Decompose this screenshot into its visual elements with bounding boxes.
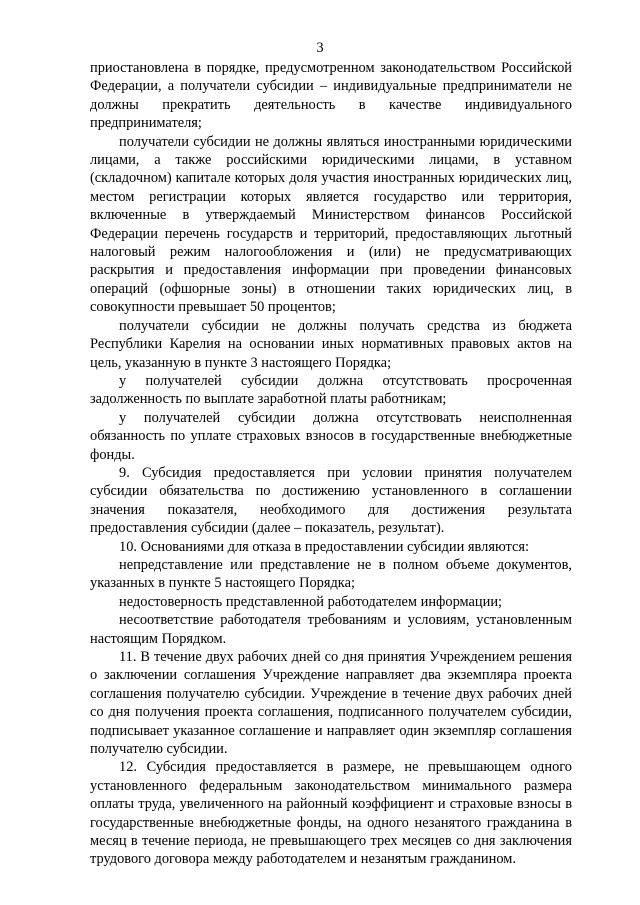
paragraph: получатели субсидии не должны являться иностранными юридическими лицами, а также российскими юридическими лицами, в уставном (складочном) капитале которых доля участия иностранных юридических лиц, местом регистрации которых является государство или территория, включенные в утверждаемый Министерством финансов Российской Федерации перечень государств и территорий, предоставляющих льготный налоговый режим налогообложения и (или) не предусматривающих раскрытия и предоставления информации при проведении финансовых операций (офшорные зоны) в отношении таких юридических лиц, в совокупности превышает 50 процентов; [90, 133, 572, 316]
paragraph: у получателей субсидии должна отсутствовать неисполненная обязанность по уплате страховых взносов в государственные внебюджетные фонды. [90, 409, 572, 463]
paragraph: получатели субсидии не должны получать средства из бюджета Республики Карелия на основании иных нормативных правовых актов на цель, указанную в пункте 3 настоящего Порядка; [90, 317, 572, 371]
paragraph: несоответствие работодателя требованиям и условиям, установленным настоящим Порядком. [90, 612, 572, 647]
paragraph: непредставление или представление не в полном объеме документов, указанных в пункте 5 настоящего Порядка; [90, 556, 572, 592]
page-number: 3 [316, 40, 324, 56]
paragraph: недостоверность представленной работодателем информации; [119, 593, 503, 610]
paragraph-item-11: 11. В течение двух рабочих дней со дня принятия Учреждением решения о заключении соглашения Учреждение направляет два экземпляра проекта соглашения получателю субсидии. Учреждение в течение двух рабочих дней со дня получения проекта соглашения, подписанного получателем субсидии, подписывает указанное соглашение и направляет один экземпляр соглашения получателю субсидии. [90, 649, 572, 758]
paragraph-item-9: 9. Субсидия предоставляется при условии принятия получателем субсидии обязательства по достижению установленного в соглашении значения показателя, необходимого для достижения результата предоставления субсидии (далее – показатель, результат). [90, 464, 572, 537]
paragraph: приостановлена в порядке, предусмотренном законодательством Российской Федерации, а получатели субсидии – индивидуальные предприниматели не должны прекратить деятельность в качестве индивидуального предпринимателя; [90, 60, 572, 132]
paragraph: у получателей субсидии должна отсутствовать просроченная задолженность по выплате заработной платы работникам; [90, 372, 572, 408]
paragraph-item-10: 10. Основаниями для отказа в предоставлении субсидии являются: [119, 538, 529, 555]
paragraph-item-12: 12. Субсидия предоставляется в размере, не превышающем одного установленного федеральным законодательством минимального размера оплаты труда, увеличенного на районный коэффициент и страховые взносы в государственные внебюджетные фонды, на одного незанятого гражданина в месяц в течение периода, не превышающего трех месяцев со дня заключения трудового договора между работодателем и незанятым гражданином. [90, 759, 572, 868]
document-body [90, 59, 572, 869]
